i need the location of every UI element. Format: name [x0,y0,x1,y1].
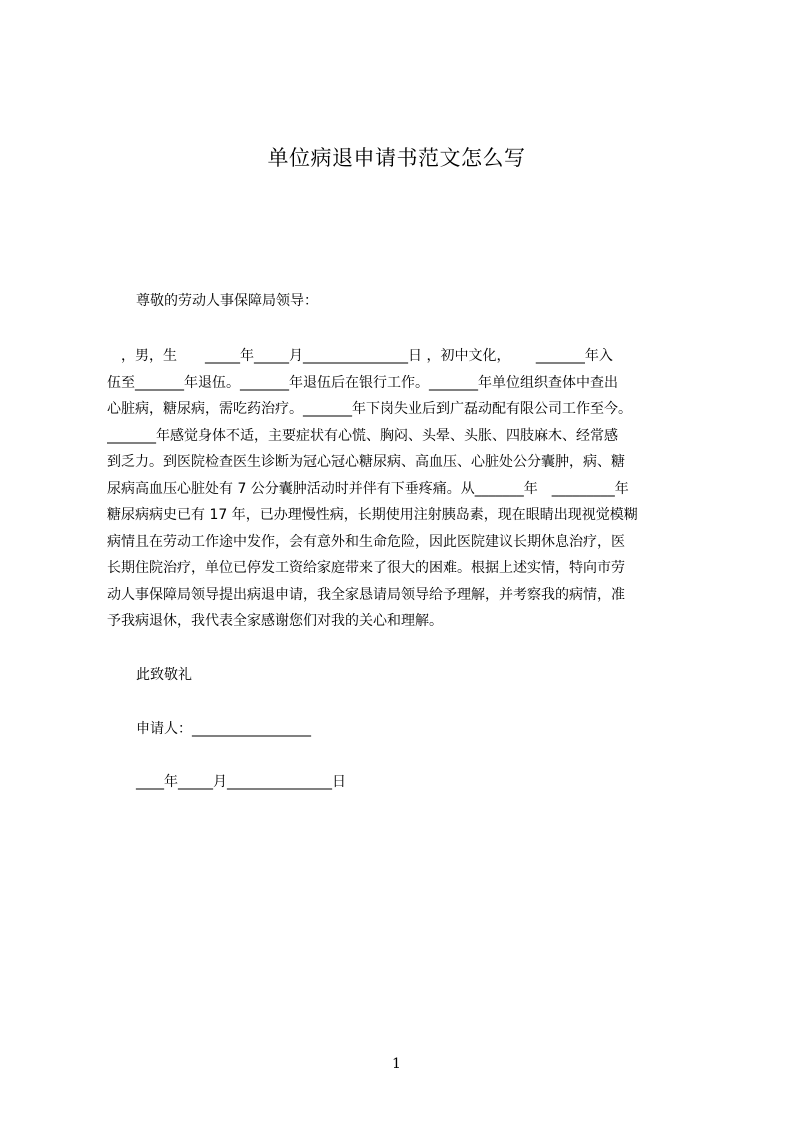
salutation: 尊敬的劳动人事保障局领导： [136,293,318,309]
body-line: _______年感觉身体不适，主要症状有心慌、胸闷、头晕、头胀、四肢麻木、经常感 [107,427,618,444]
date-line: ____年_____月_______________日 [136,774,346,790]
page-number: 1 [392,1056,401,1072]
body-line: ，男，生 _____年_____月_______________日 ，初中文化， _______年入 [107,348,613,364]
body-line: 伍至_______年退伍。_______年退伍后在银行工作。_______年单位组织查体中查出 [107,374,618,391]
body-line: 糖尿病病史已有 17 年，已办理慢性病，长期使用注射胰岛素，现在眼睛出现视觉模糊 [107,507,638,523]
document-title: 单位病退申请书范文怎么写 [267,146,526,170]
body-paragraph [107,343,699,635]
body-line: 尿病高血压心脏处有 7 公分囊肿活动时并伴有下垂疼痛。从_______年 _________年 [107,480,629,497]
body-line: 到乏力。到医院检查医生诊断为冠心冠心糖尿病、高血压、心脏处公分囊肿，病、糖 [107,454,625,470]
body-line: 予我病退休，我代表全家感谢您们对我的关心和理解。 [107,613,443,629]
applicant-signature-line: 申请人：_________________ [136,721,311,737]
body-line: 心脏病，糖尿病，需吃药治疗。_______年下岗失业后到广磊动配有限公司工作至今。 [107,401,632,417]
closing-phrase: 此致敬礼 [136,667,192,683]
body-line: 病情且在劳动工作途中发作，会有意外和生命危险，因此医院建议长期休息治疗，医 [107,533,625,550]
body-line: 长期住院治疗，单位已停发工资给家庭带来了很大的困难。根据上述实情，特向市劳 [107,560,625,576]
body-line: 动人事保障局领导提出病退申请，我全家恳请局领导给予理解，并考察我的病情，准 [107,586,625,603]
